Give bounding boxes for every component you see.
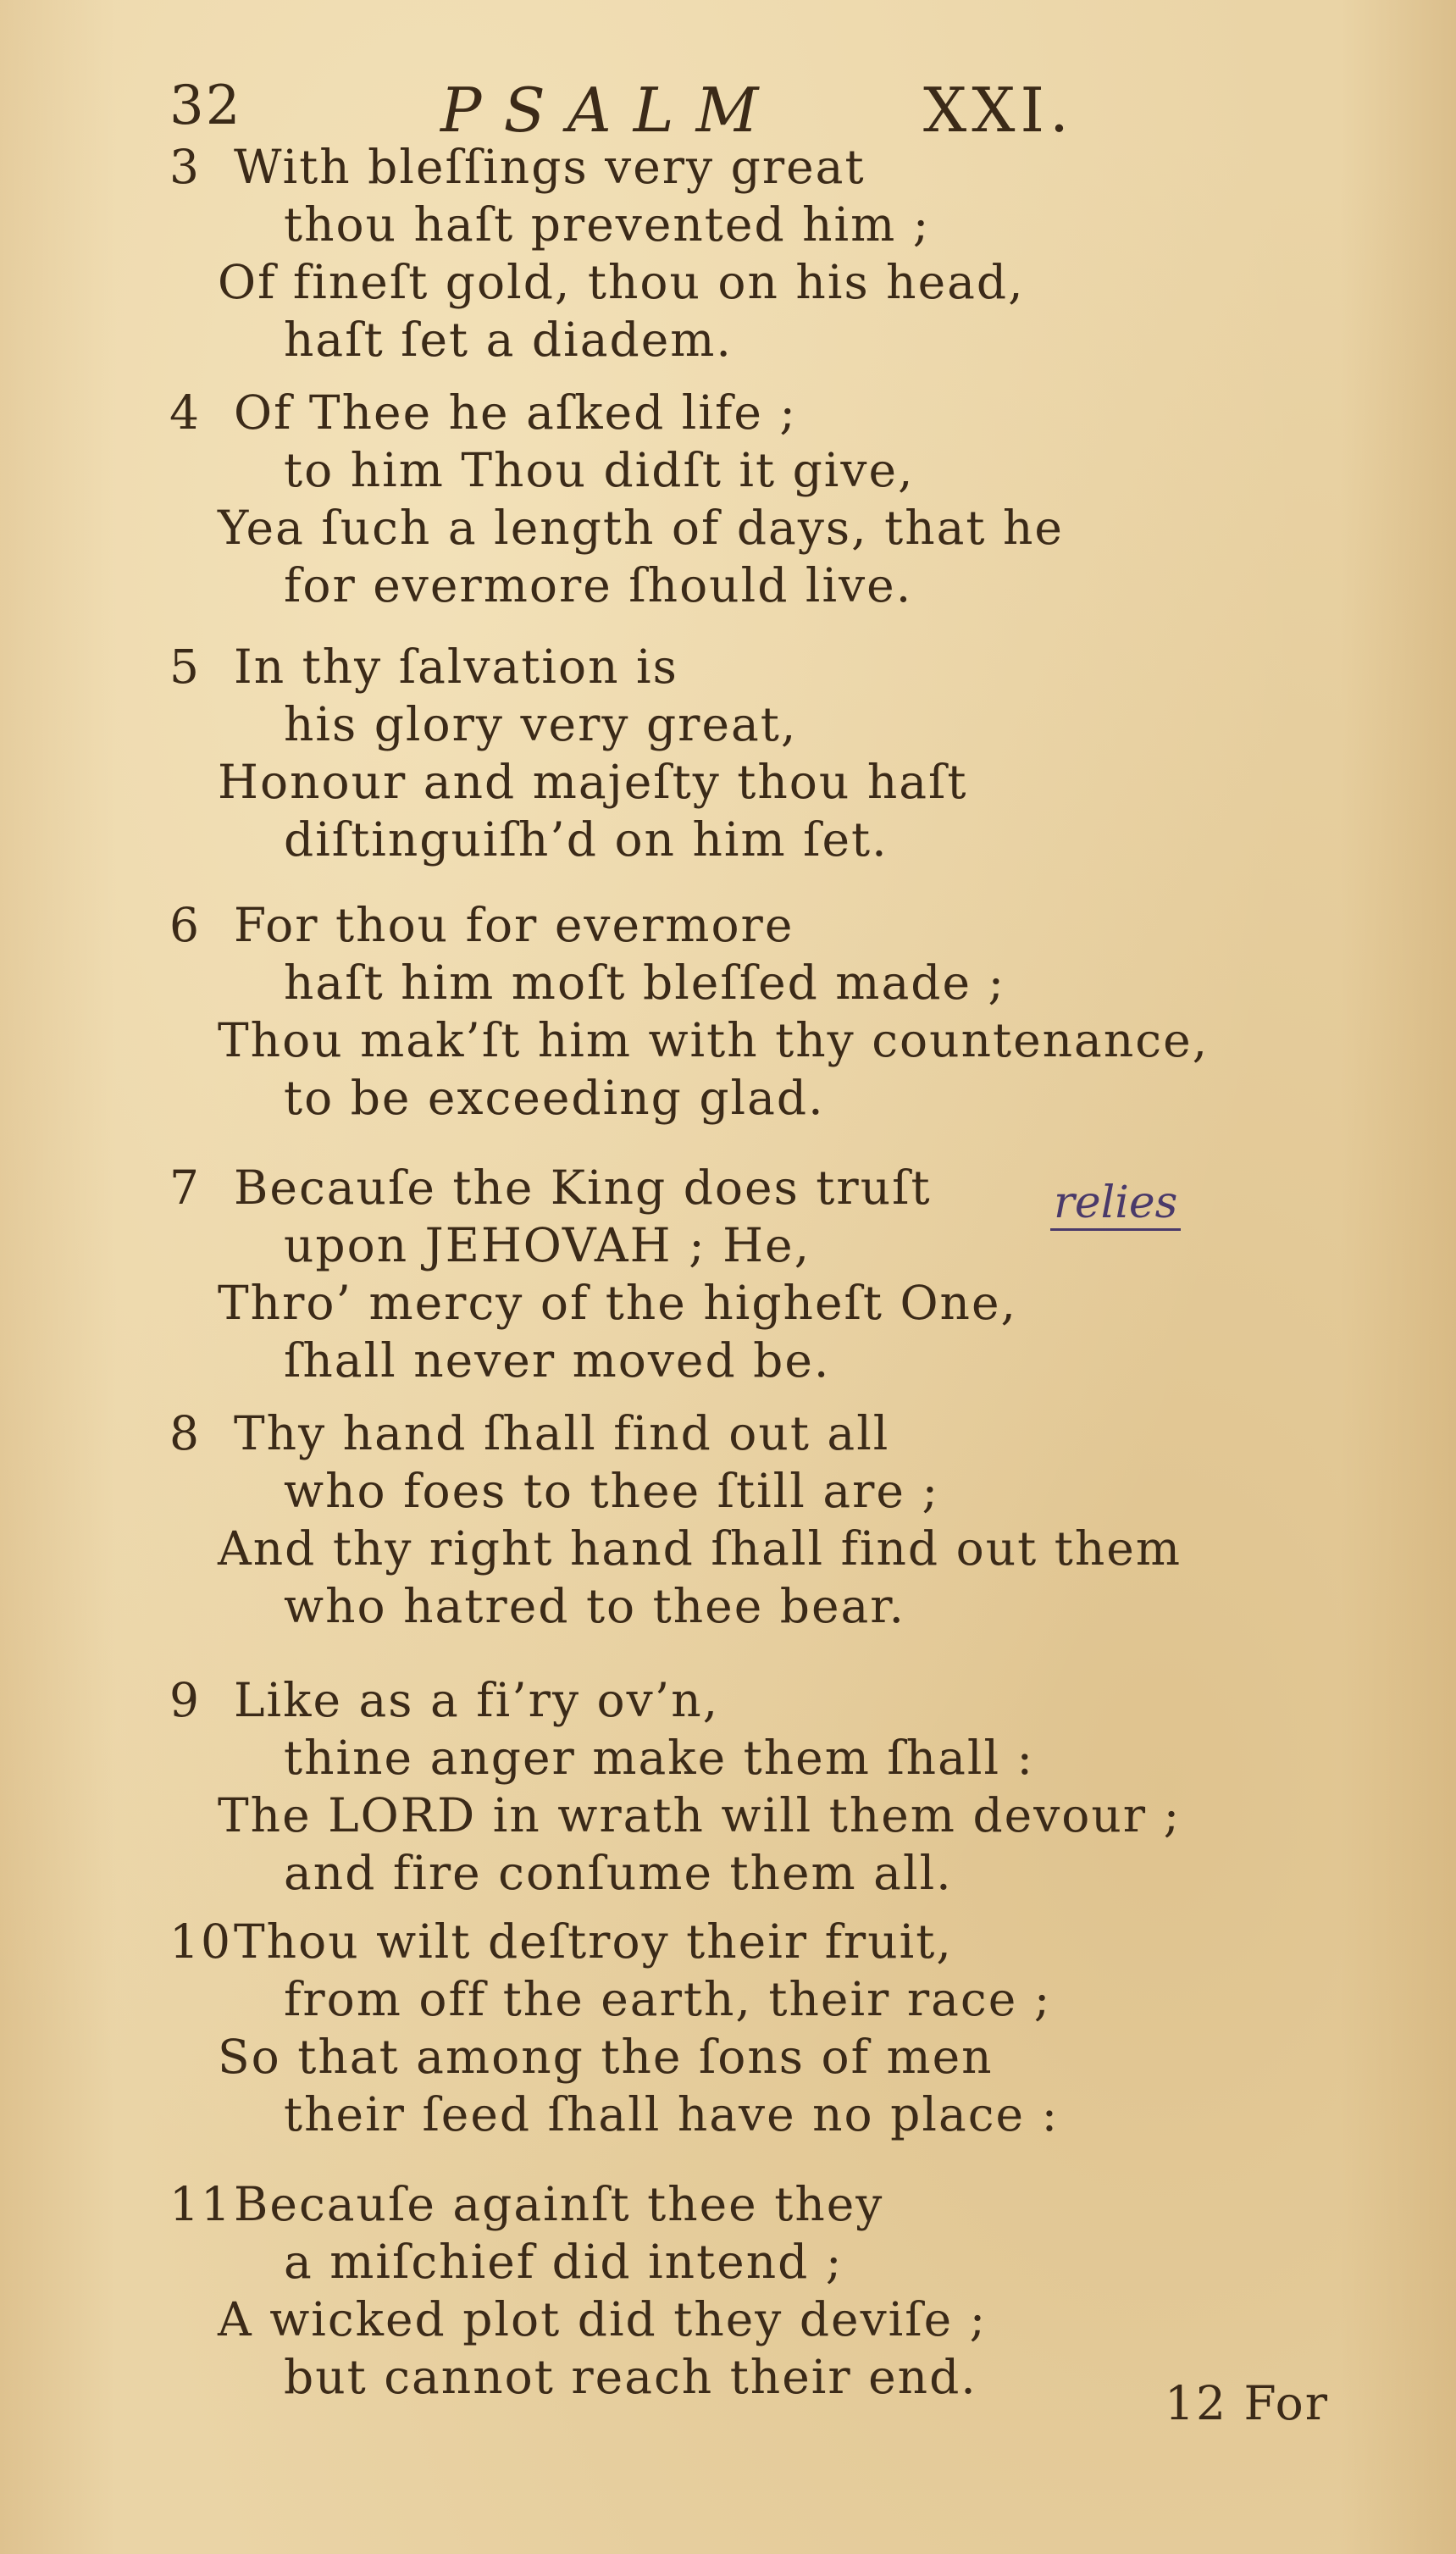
verse-line: [218, 501, 1064, 555]
verse-line-text: Yea ſuch a length of days, that he: [218, 501, 1064, 555]
verse-line-text: to be exceeding glad.: [284, 1071, 825, 1125]
verse-line-text: Thou mak’ſt him with thy countenance,: [218, 1013, 1210, 1067]
verse-line: [284, 2087, 1059, 2141]
verse-line-text: For thou for evermore: [234, 898, 794, 952]
verse-number: 7: [169, 1161, 201, 1215]
verse-number: 10: [169, 1914, 232, 1969]
verse-line-text: who foes to thee ſtill are ;: [284, 1464, 939, 1518]
verse-line-text: A wicked plot did they deviſe ;: [218, 2292, 988, 2346]
verse-line-text: In thy ſalvation is: [234, 640, 678, 694]
verse-number: 5: [169, 640, 201, 694]
verse-line: [284, 1218, 811, 1272]
verse-line-text: for evermore ſhould live.: [284, 558, 913, 612]
verse-line-text: ſhall never moved be.: [284, 1333, 831, 1388]
verse-line-text: thine anger make them ſhall :: [284, 1731, 1035, 1785]
verse-line-text: their ſeed ſhall have no place :: [284, 2087, 1060, 2141]
psalm-number: XXI.: [923, 75, 1074, 146]
verse-line: [218, 755, 968, 809]
verse-number: 11: [169, 2177, 232, 2231]
verse-line-text: upon JEHOVAH ; He,: [284, 1218, 811, 1272]
verse-line-text: a miſchief did intend ;: [284, 2235, 844, 2289]
verse-line: [218, 1276, 1017, 1330]
verse-line-text: So that among the ſons of men: [218, 2030, 994, 2084]
verse-line-text: Of Thee he aſked life ;: [234, 385, 797, 440]
page-number: 32: [169, 75, 242, 137]
verse-number: 9: [169, 1673, 201, 1727]
verse-line-text: diſtinguiſh’d on him ſet.: [284, 812, 889, 867]
verse-line: [284, 1731, 1034, 1785]
verse-line: [218, 1013, 1209, 1067]
verse-line-text: who hatred to thee bear.: [284, 1579, 906, 1633]
verse-line: [284, 1579, 905, 1633]
verse-line-text: Becauſe againſt thee they: [234, 2177, 884, 2231]
verse-line: [284, 2350, 977, 2404]
verse-number: 3: [169, 140, 201, 194]
verse-first-line: [169, 640, 678, 694]
verse-line: [284, 197, 930, 252]
verse-line: [284, 1071, 825, 1125]
verse-line-text: Honour and majeſty thou haſt: [218, 755, 968, 809]
verse-first-line: [169, 385, 797, 440]
verse-first-line: [169, 1914, 953, 1969]
verse-line: [284, 956, 1005, 1010]
verse-line: [218, 2292, 987, 2346]
verse-line-text: and fire conſume them all.: [284, 1846, 953, 1900]
verse-line-text: Of fineſt gold, thou on his head,: [218, 255, 1025, 309]
verse-first-line: [169, 2177, 883, 2231]
verse-line-text: but cannot reach their end.: [284, 2350, 977, 2404]
verse-line-text: to him Thou didſt it give,: [284, 443, 915, 497]
verse-line: [284, 697, 797, 751]
verse-line-text: haſt ſet a diadem.: [284, 313, 733, 367]
running-title: PSALM: [440, 75, 781, 146]
verse-line: [284, 443, 915, 497]
verse-line: [218, 1788, 1181, 1842]
verse-first-line: [169, 898, 794, 952]
verse-first-line: [169, 140, 866, 194]
verse-line-text: Thro’ mercy of the higheſt One,: [218, 1276, 1018, 1330]
verse-number: 8: [169, 1406, 201, 1460]
catchword: 12 For: [1165, 2376, 1330, 2430]
verse-line: [284, 558, 912, 612]
verse-line-text: thou haſt prevented him ;: [284, 197, 931, 252]
verse-first-line: [169, 1673, 719, 1727]
verse-line-text: his glory very great,: [284, 697, 798, 751]
verse-line: [218, 1521, 1182, 1576]
verse-line: [218, 255, 1025, 309]
verse-line: [218, 2030, 994, 2084]
verse-line-text: Thou wilt deſtroy their fruit,: [234, 1914, 953, 1969]
verse-number: 6: [169, 898, 201, 952]
verse-line: [284, 313, 733, 367]
verse-line-text: Thy hand ſhall find out all: [234, 1406, 890, 1460]
verse-line: [284, 2235, 843, 2289]
verse-line: [284, 1333, 830, 1388]
verse-line-text: Like as a fi’ry ov’n,: [234, 1673, 720, 1727]
verse-line: [284, 1846, 953, 1900]
verse-line: [284, 812, 889, 867]
verse-first-line: [169, 1161, 932, 1215]
verse-line: [284, 1464, 939, 1518]
verse-line-text: haſt him moſt bleſſed made ;: [284, 956, 1006, 1010]
verse-first-line: [169, 1406, 889, 1460]
verse-number: 4: [169, 385, 201, 440]
verse-line: [284, 1972, 1051, 2026]
verse-line-text: With bleſſings very great: [234, 140, 866, 194]
handwritten-margin-note: relies: [1050, 1177, 1181, 1231]
verse-line-text: from off the earth, their race ;: [284, 1972, 1052, 2026]
verse-line-text: Becauſe the King does truſt: [234, 1161, 932, 1215]
verse-line-text: The LORD in wrath will them devour ;: [218, 1788, 1182, 1842]
verse-line-text: And thy right hand ſhall find out them: [218, 1521, 1182, 1576]
